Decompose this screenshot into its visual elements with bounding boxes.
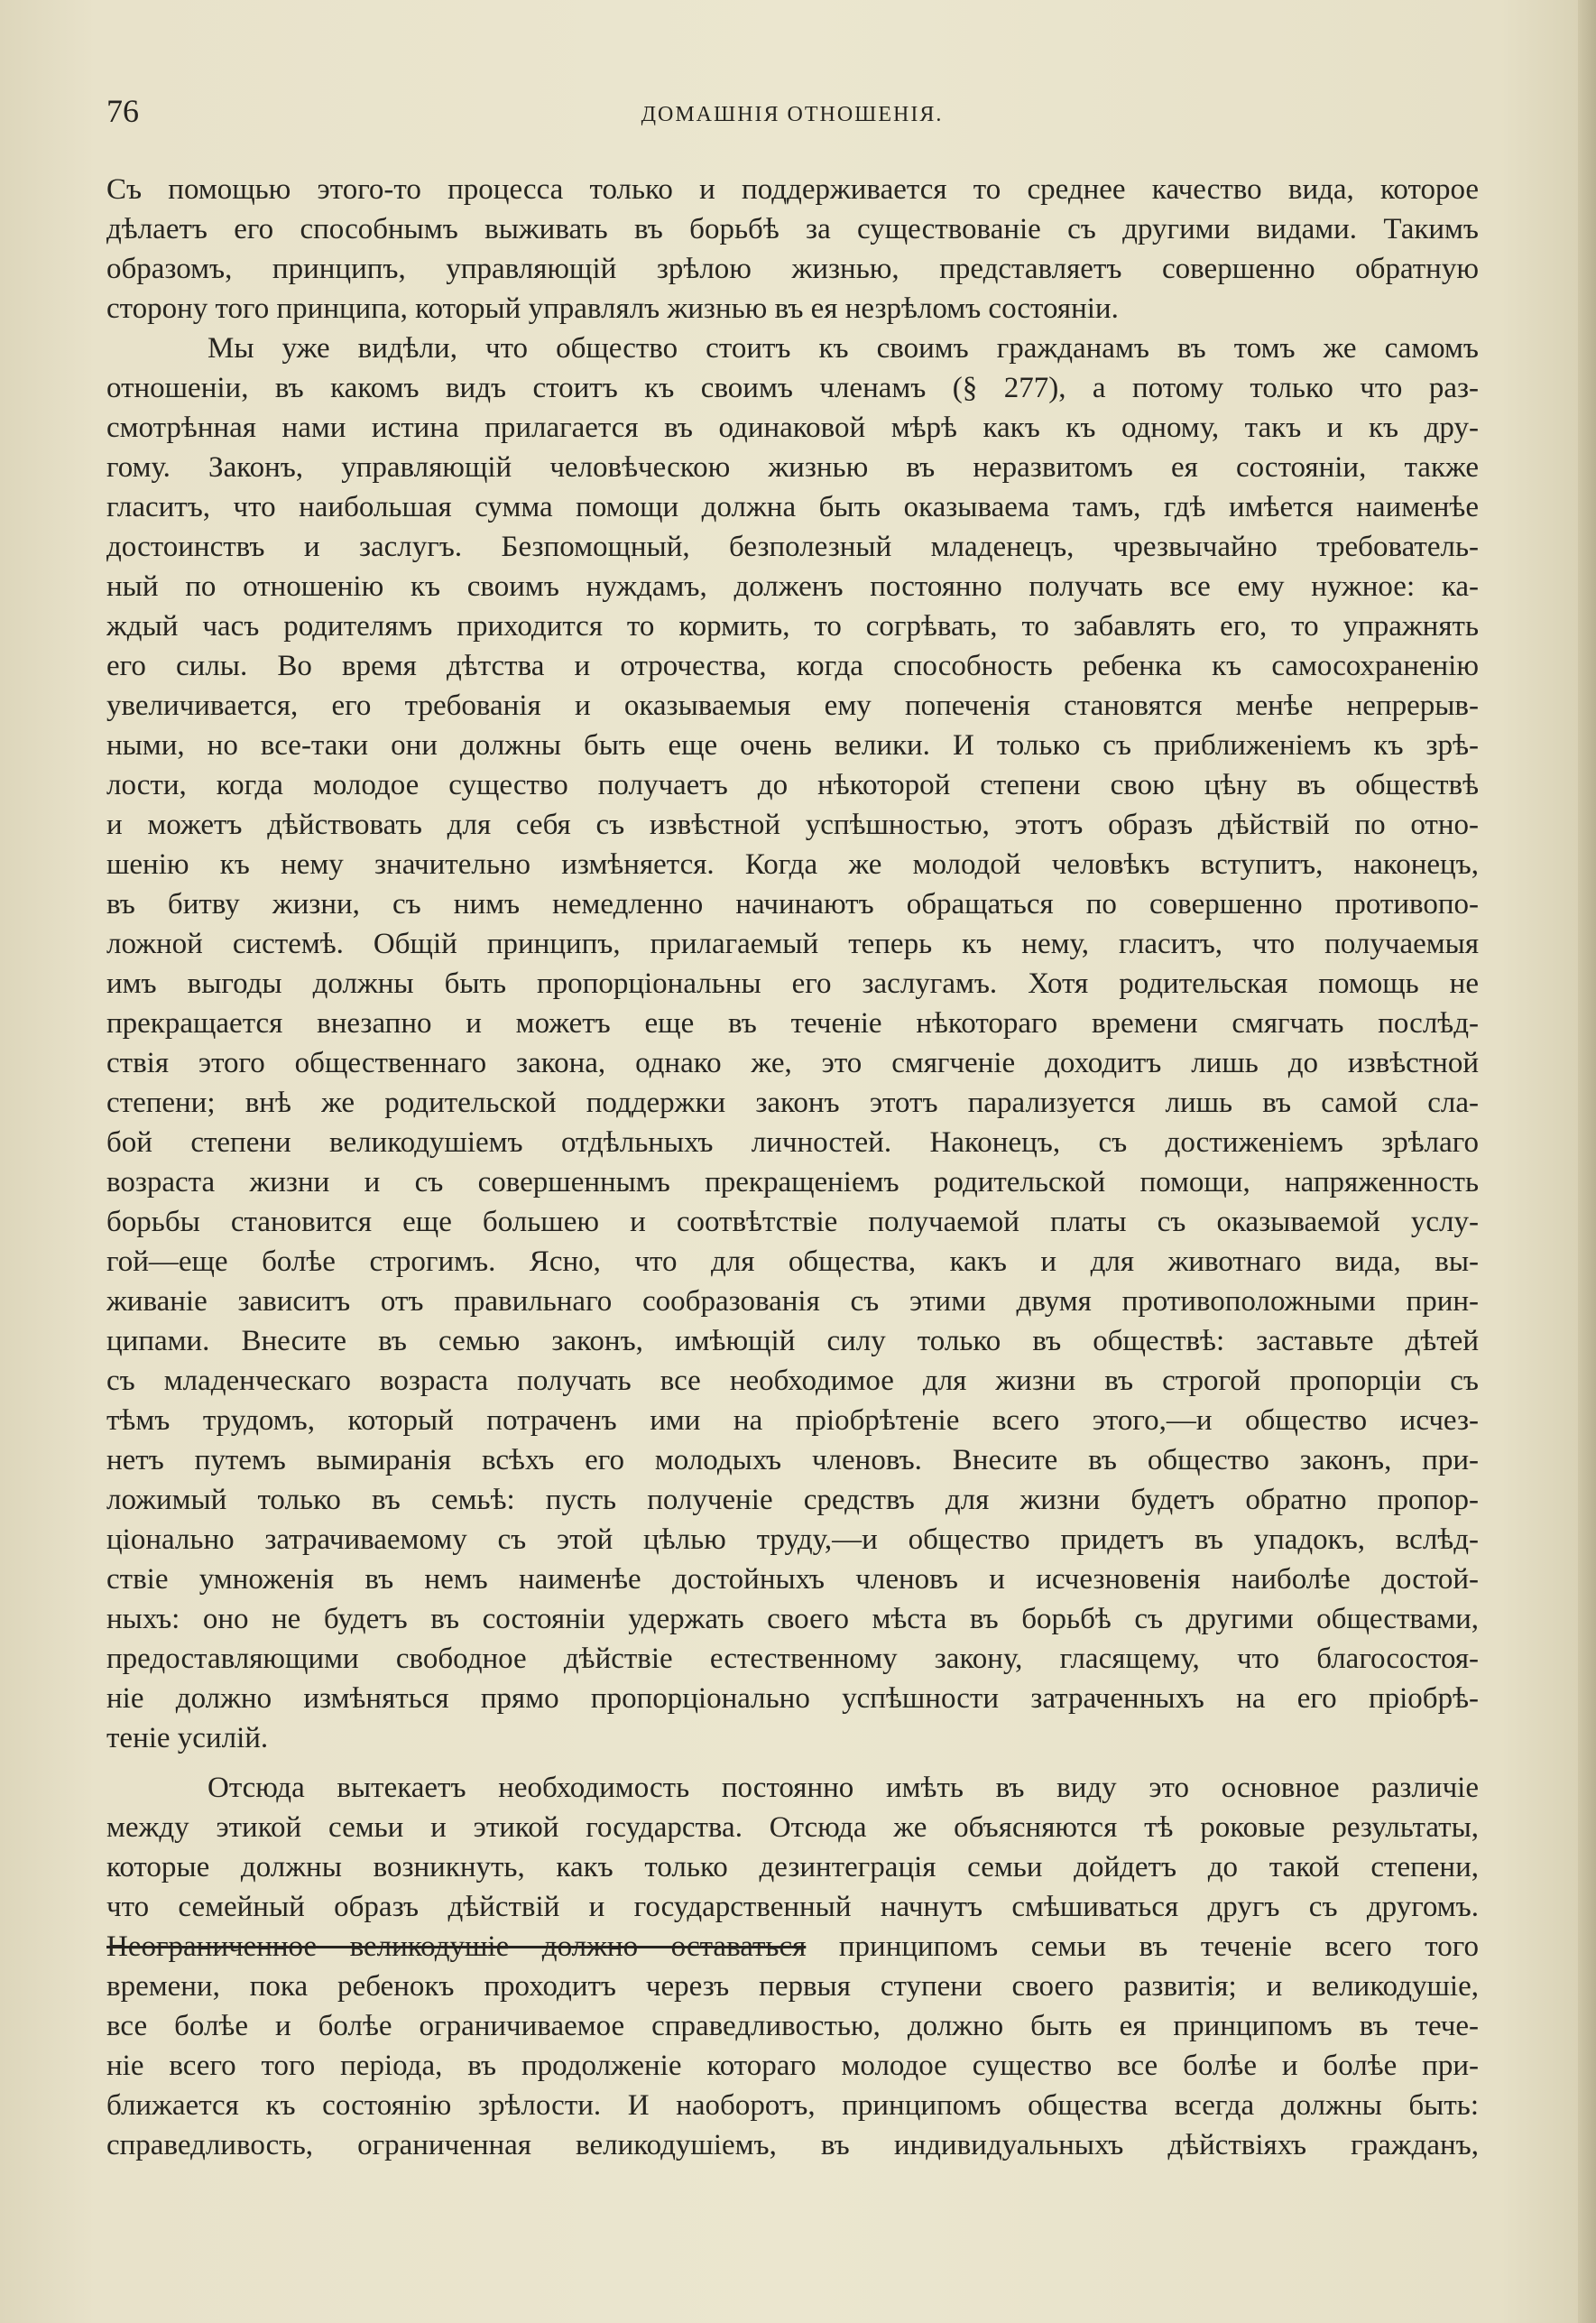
text-line: ципами. Внесите въ семью законъ, имѣющій силу только въ обществѣ: заставьте дѣтей (106, 1325, 1479, 1357)
text-line: съ младенческаго возраста получать все необходимое для жизни въ строгой пропорціи съ (106, 1365, 1479, 1397)
text-line: все болѣе и болѣе ограничиваемое справедливостью, должно быть ея принципомъ въ тече- (106, 2010, 1479, 2042)
text-span: принципомъ семьи въ теченіе всего того (806, 1930, 1479, 1963)
paragraph (106, 1768, 1479, 2165)
text-line: Мы уже видѣли, что общество стоитъ къ своимъ гражданамъ въ томъ же самомъ (208, 332, 1479, 365)
text-line (106, 1927, 1479, 1967)
text-line: тѣмъ трудомъ, который потраченъ ими на пріобрѣтеніе всего этого,—и общество исчез- (106, 1404, 1479, 1437)
text-line: времени, пока ребенокъ проходитъ черезъ первыя ступени своего развитія; и великодушіе, (106, 1970, 1479, 2003)
text-line: дѣлаетъ его способнымъ выживать въ борьбѣ за существованіе съ другими видами. Такимъ (106, 213, 1479, 245)
text-line: сторону того принципа, который управлялъ жизнью въ ея незрѣломъ состояніи. (106, 292, 1119, 325)
text-line: ложимый только въ семьѣ: пусть полученіе средствъ для жизни будетъ обратно пропор- (106, 1484, 1479, 1516)
text-line: достоинствъ и заслугъ. Безпомощный, безполезный младенецъ, чрезвычайно требователь- (106, 531, 1479, 563)
struck-text: Неограниченное великодушіе должно оставаться (106, 1930, 807, 1963)
text-line: ціонально затрачиваемому съ этой цѣлью труду,—и общество придетъ въ упадокъ, вслѣд- (106, 1523, 1479, 1556)
text-line: гой—еще болѣе строгимъ. Ясно, что для общества, какъ и для животнаго вида, вы- (106, 1245, 1479, 1278)
text-line: лости, когда молодое существо получаетъ до нѣкоторой степени свою цѣну въ обществѣ (106, 769, 1479, 801)
paragraph (106, 329, 1479, 1758)
text-line: его силы. Во время дѣтства и отрочества, когда способность ребенка къ самосохраненію (106, 650, 1479, 682)
page-number: 76 (106, 93, 139, 129)
text-line: ложной системѣ. Общій принципъ, прилагаемый теперь къ нему, гласитъ, что получаемыя (106, 928, 1479, 960)
text-line: степени; внѣ же родительской поддержки законъ этотъ парализуется лишь въ самой сла- (106, 1087, 1479, 1119)
paragraph (106, 170, 1479, 329)
text-line: смотрѣнная нами истина прилагается въ одинаковой мѣрѣ какъ къ одному, такъ и къ дру- (106, 412, 1479, 444)
text-line: справедливость, ограниченная великодушіемъ, въ индивидуальныхъ дѣйствіяхъ гражданъ, (106, 2129, 1479, 2161)
text-line: шенію къ нему значительно измѣняется. Когда же молодой человѣкъ вступитъ, наконецъ, (106, 848, 1479, 881)
text-line: ніе всего того періода, въ продолженіе котораго молодое существо все болѣе и болѣе при- (106, 2050, 1479, 2082)
text-line: возраста жизни и съ совершеннымъ прекращеніемъ родительской помощи, напряженность (106, 1166, 1479, 1199)
text-line: увеличивается, его требованія и оказываемыя ему попеченія становятся менѣе непрерыв- (106, 689, 1479, 722)
running-head: ДОМАШНІЯ ОТНОШЕНІЯ. (641, 103, 944, 126)
page-edge (1578, 0, 1596, 2323)
text-line: и можетъ дѣйствовать для себя съ извѣстной успѣшностью, этотъ образъ дѣйствій по отно- (106, 809, 1479, 841)
body-text (106, 170, 1479, 2165)
text-line: въ битву жизни, съ нимъ немедленно начинаютъ обращаться по совершенно противопо- (106, 888, 1479, 921)
text-line: ближается къ состоянію зрѣлости. И наоборотъ, принципомъ общества всегда должны быть: (106, 2089, 1479, 2122)
text-line: Съ помощью этого-то процесса только и поддерживается то среднее качество вида, которое (106, 173, 1479, 206)
page-header (106, 88, 1478, 134)
text-line: прекращается внезапно и можетъ еще въ теченіе нѣкотораго времени смягчать послѣд- (106, 1007, 1479, 1040)
text-line: живаніе зависитъ отъ правильнаго сообразованія съ этими двумя противоположными прин- (106, 1285, 1479, 1318)
text-line: ствіе умноженія въ немъ наименѣе достойныхъ членовъ и исчезновенія наиболѣе достой- (106, 1563, 1479, 1596)
text-line: ніе должно измѣняться прямо пропорціонально успѣшности затраченныхъ на его пріобрѣ- (106, 1682, 1479, 1715)
text-line: ными, но все-таки они должны быть еще очень велики. И только съ приближеніемъ къ зрѣ- (106, 729, 1479, 762)
text-line: ныхъ: оно не будетъ въ состояніи удержать своего мѣста въ борьбѣ съ другими обществами, (106, 1603, 1479, 1635)
text-line: бой степени великодушіемъ отдѣльныхъ личностей. Наконецъ, съ достиженіемъ зрѣлаго (106, 1126, 1479, 1159)
text-line: ждый часъ родителямъ приходится то кормить, то согрѣвать, то забавлять его, то упражнять (106, 610, 1479, 643)
text-line: которые должны возникнуть, какъ только дезинтеграція семьи дойдетъ до такой степени, (106, 1851, 1479, 1883)
text-line: между этикой семьи и этикой государства. Отсюда же объясняются тѣ роковые результаты, (106, 1811, 1479, 1844)
text-line: гласитъ, что наибольшая сумма помощи должна быть оказываема тамъ, гдѣ имѣется наименѣе (106, 491, 1479, 523)
text-line: нетъ путемъ вымиранія всѣхъ его молодыхъ членовъ. Внесите въ общество законъ, при- (106, 1444, 1479, 1476)
text-line: борьбы становится еще большею и соотвѣтствіе получаемой платы съ оказываемой услу- (106, 1206, 1479, 1238)
text-line: гому. Законъ, управляющій человѣческою жизнью въ неразвитомъ ея состояніи, также (106, 451, 1479, 484)
text-line: теніе усилій. (106, 1722, 269, 1754)
text-line: ный по отношенію къ своимъ нуждамъ, долженъ постоянно получать все ему нужное: ка- (106, 570, 1479, 603)
text-line: что семейный образъ дѣйствій и государственный начнутъ смѣшиваться другъ съ другомъ. (106, 1891, 1479, 1923)
text-line: имъ выгоды должны быть пропорціональны его заслугамъ. Хотя родительская помощь не (106, 967, 1479, 1000)
text-line: образомъ, принципъ, управляющій зрѣлою жизнью, представляетъ совершенно обратную (106, 253, 1479, 285)
text-line: отношеніи, въ какомъ видъ стоитъ къ своимъ членамъ (§ 277), а потому только что раз- (106, 372, 1479, 404)
text-line: предоставляющими свободное дѣйствіе естественному закону, гласящему, что благосостоя- (106, 1643, 1479, 1675)
text-line: ствія этого общественнаго закона, однако же, это смягченіе доходитъ лишь до извѣстной (106, 1047, 1479, 1079)
text-line: Отсюда вытекаетъ необходимость постоянно имѣть въ виду это основное различіе (208, 1772, 1479, 1804)
